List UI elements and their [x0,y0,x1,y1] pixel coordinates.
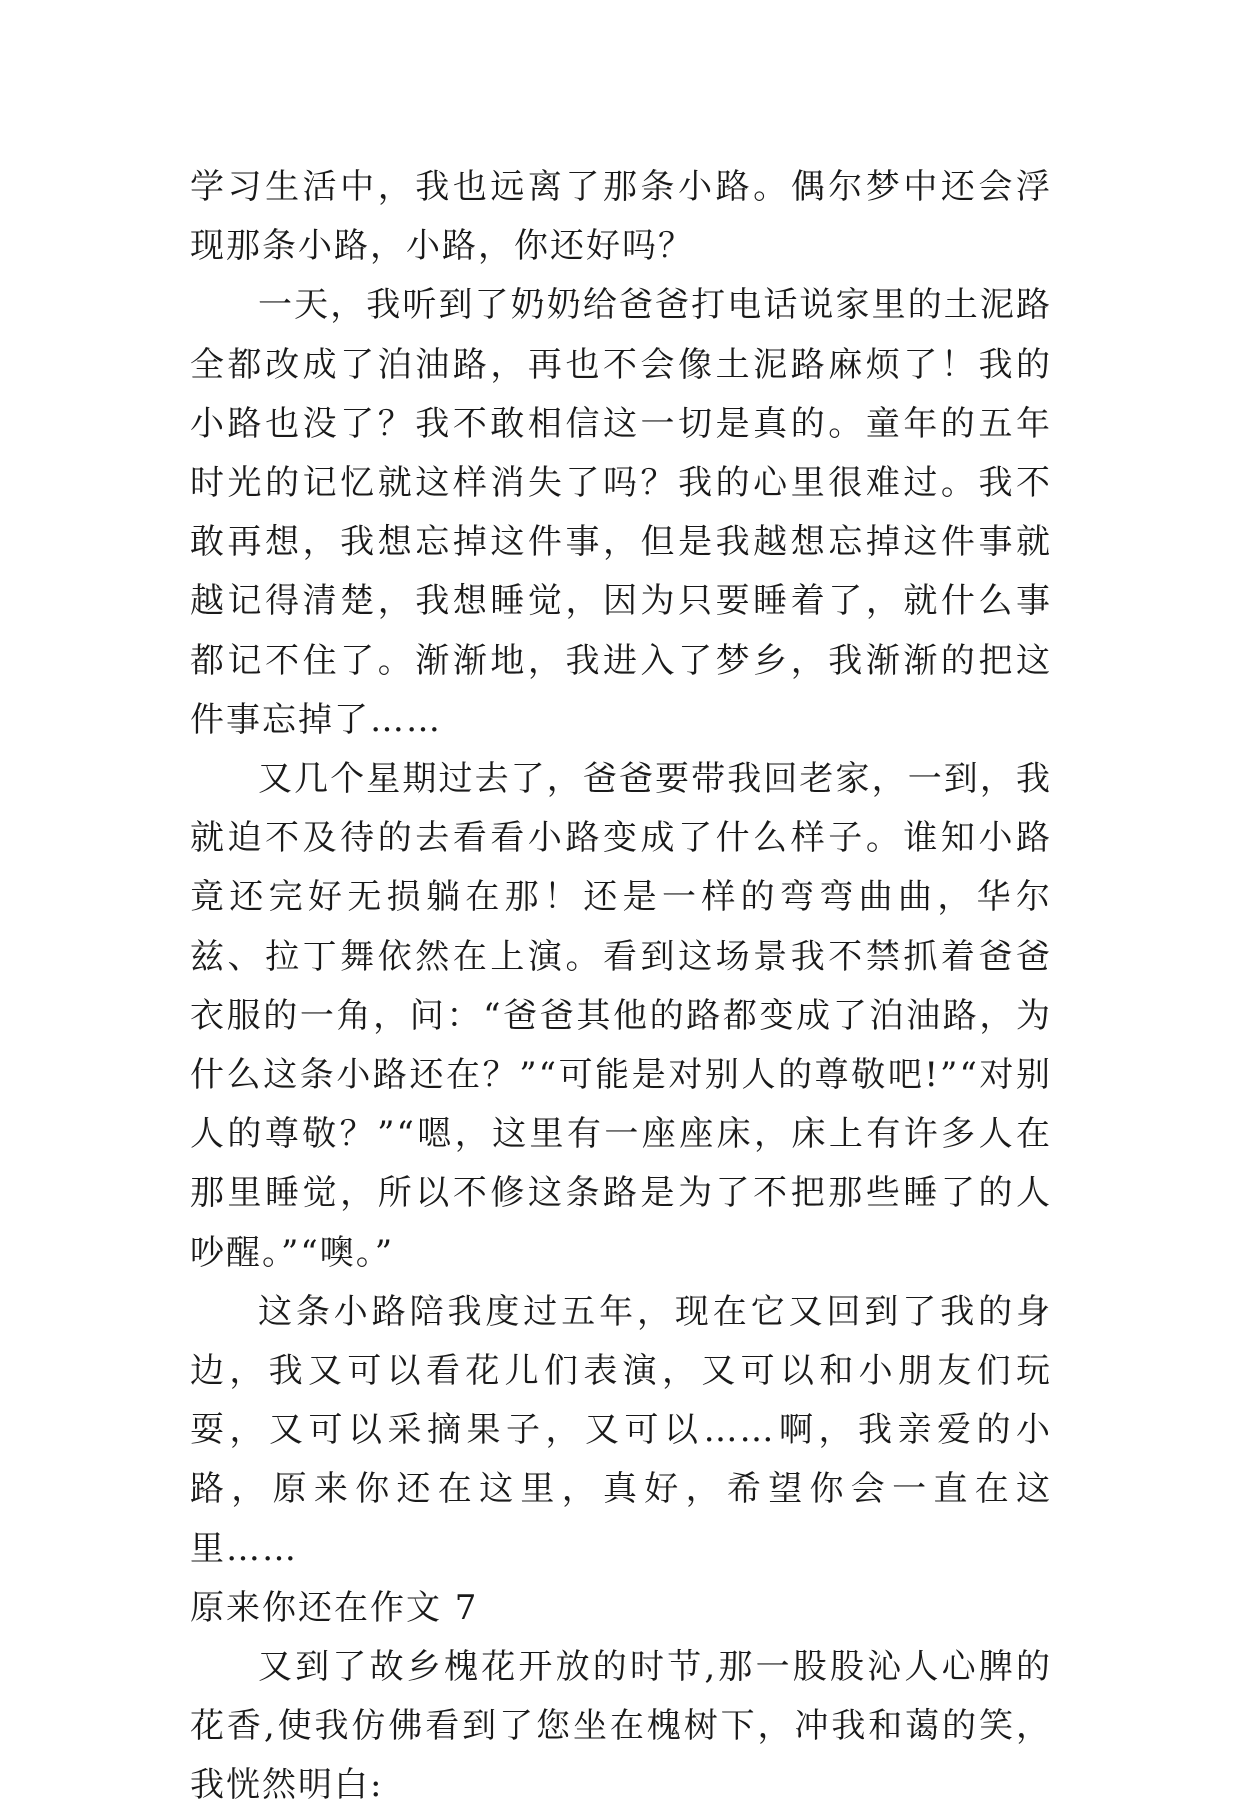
paragraph: 这条小路陪我度过五年，现在它又回到了我的身边，我又可以看花儿们表演，又可以和小朋友们玩耍，又可以采摘果子，又可以……啊，我亲爱的小路，原来你还在这里，真好，希望你会一直在这里…… [190,1291,1052,1569]
paragraph: 又到了故乡槐花开放的时节,那一股股沁人心脾的花香,使我仿佛看到了您坐在槐树下，冲我和蔼的笑，我恍然明白: [190,1647,1052,1806]
paragraph-continuation: 学习生活中，我也远离了那条小路。偶尔梦中还会浮现那条小路，小路，你还好吗？ [190,167,1052,267]
paragraph: 又几个星期过去了，爸爸要带我回老家，一到，我就迫不及待的去看看小路变成了什么样子。谁知小路竟还完好无损躺在那！还是一样的弯弯曲曲，华尔兹、拉丁舞依然在上演。看到这场景我不禁抓着爸爸衣服的一角，问：“爸爸其他的路都变成了泊油路，为什么这条小路还在？”“可能是对别人的尊敬吧!”“对别人的尊敬？”“嗯，这里有一座座床，床上有许多人在那里睡觉，所以不修这条路是为了不把那些睡了的人吵醒。”“噢。” [190,759,1052,1273]
section-heading: 原来你还在作文 7 [190,1587,479,1628]
document-body [190,158,1052,1816]
paragraph: 一天，我听到了奶奶给爸爸打电话说家里的土泥路全都改成了泊油路，再也不会像土泥路麻烦了！我的小路也没了？我不敢相信这一切是真的。童年的五年时光的记忆就这样消失了吗？我的心里很难过。我不敢再想，我想忘掉这件事，但是我越想忘掉这件事就越记得清楚，我想睡觉，因为只要睡着了，就什么事都记不住了。渐渐地，我进入了梦乡，我渐渐的把这件事忘掉了…… [190,285,1052,740]
